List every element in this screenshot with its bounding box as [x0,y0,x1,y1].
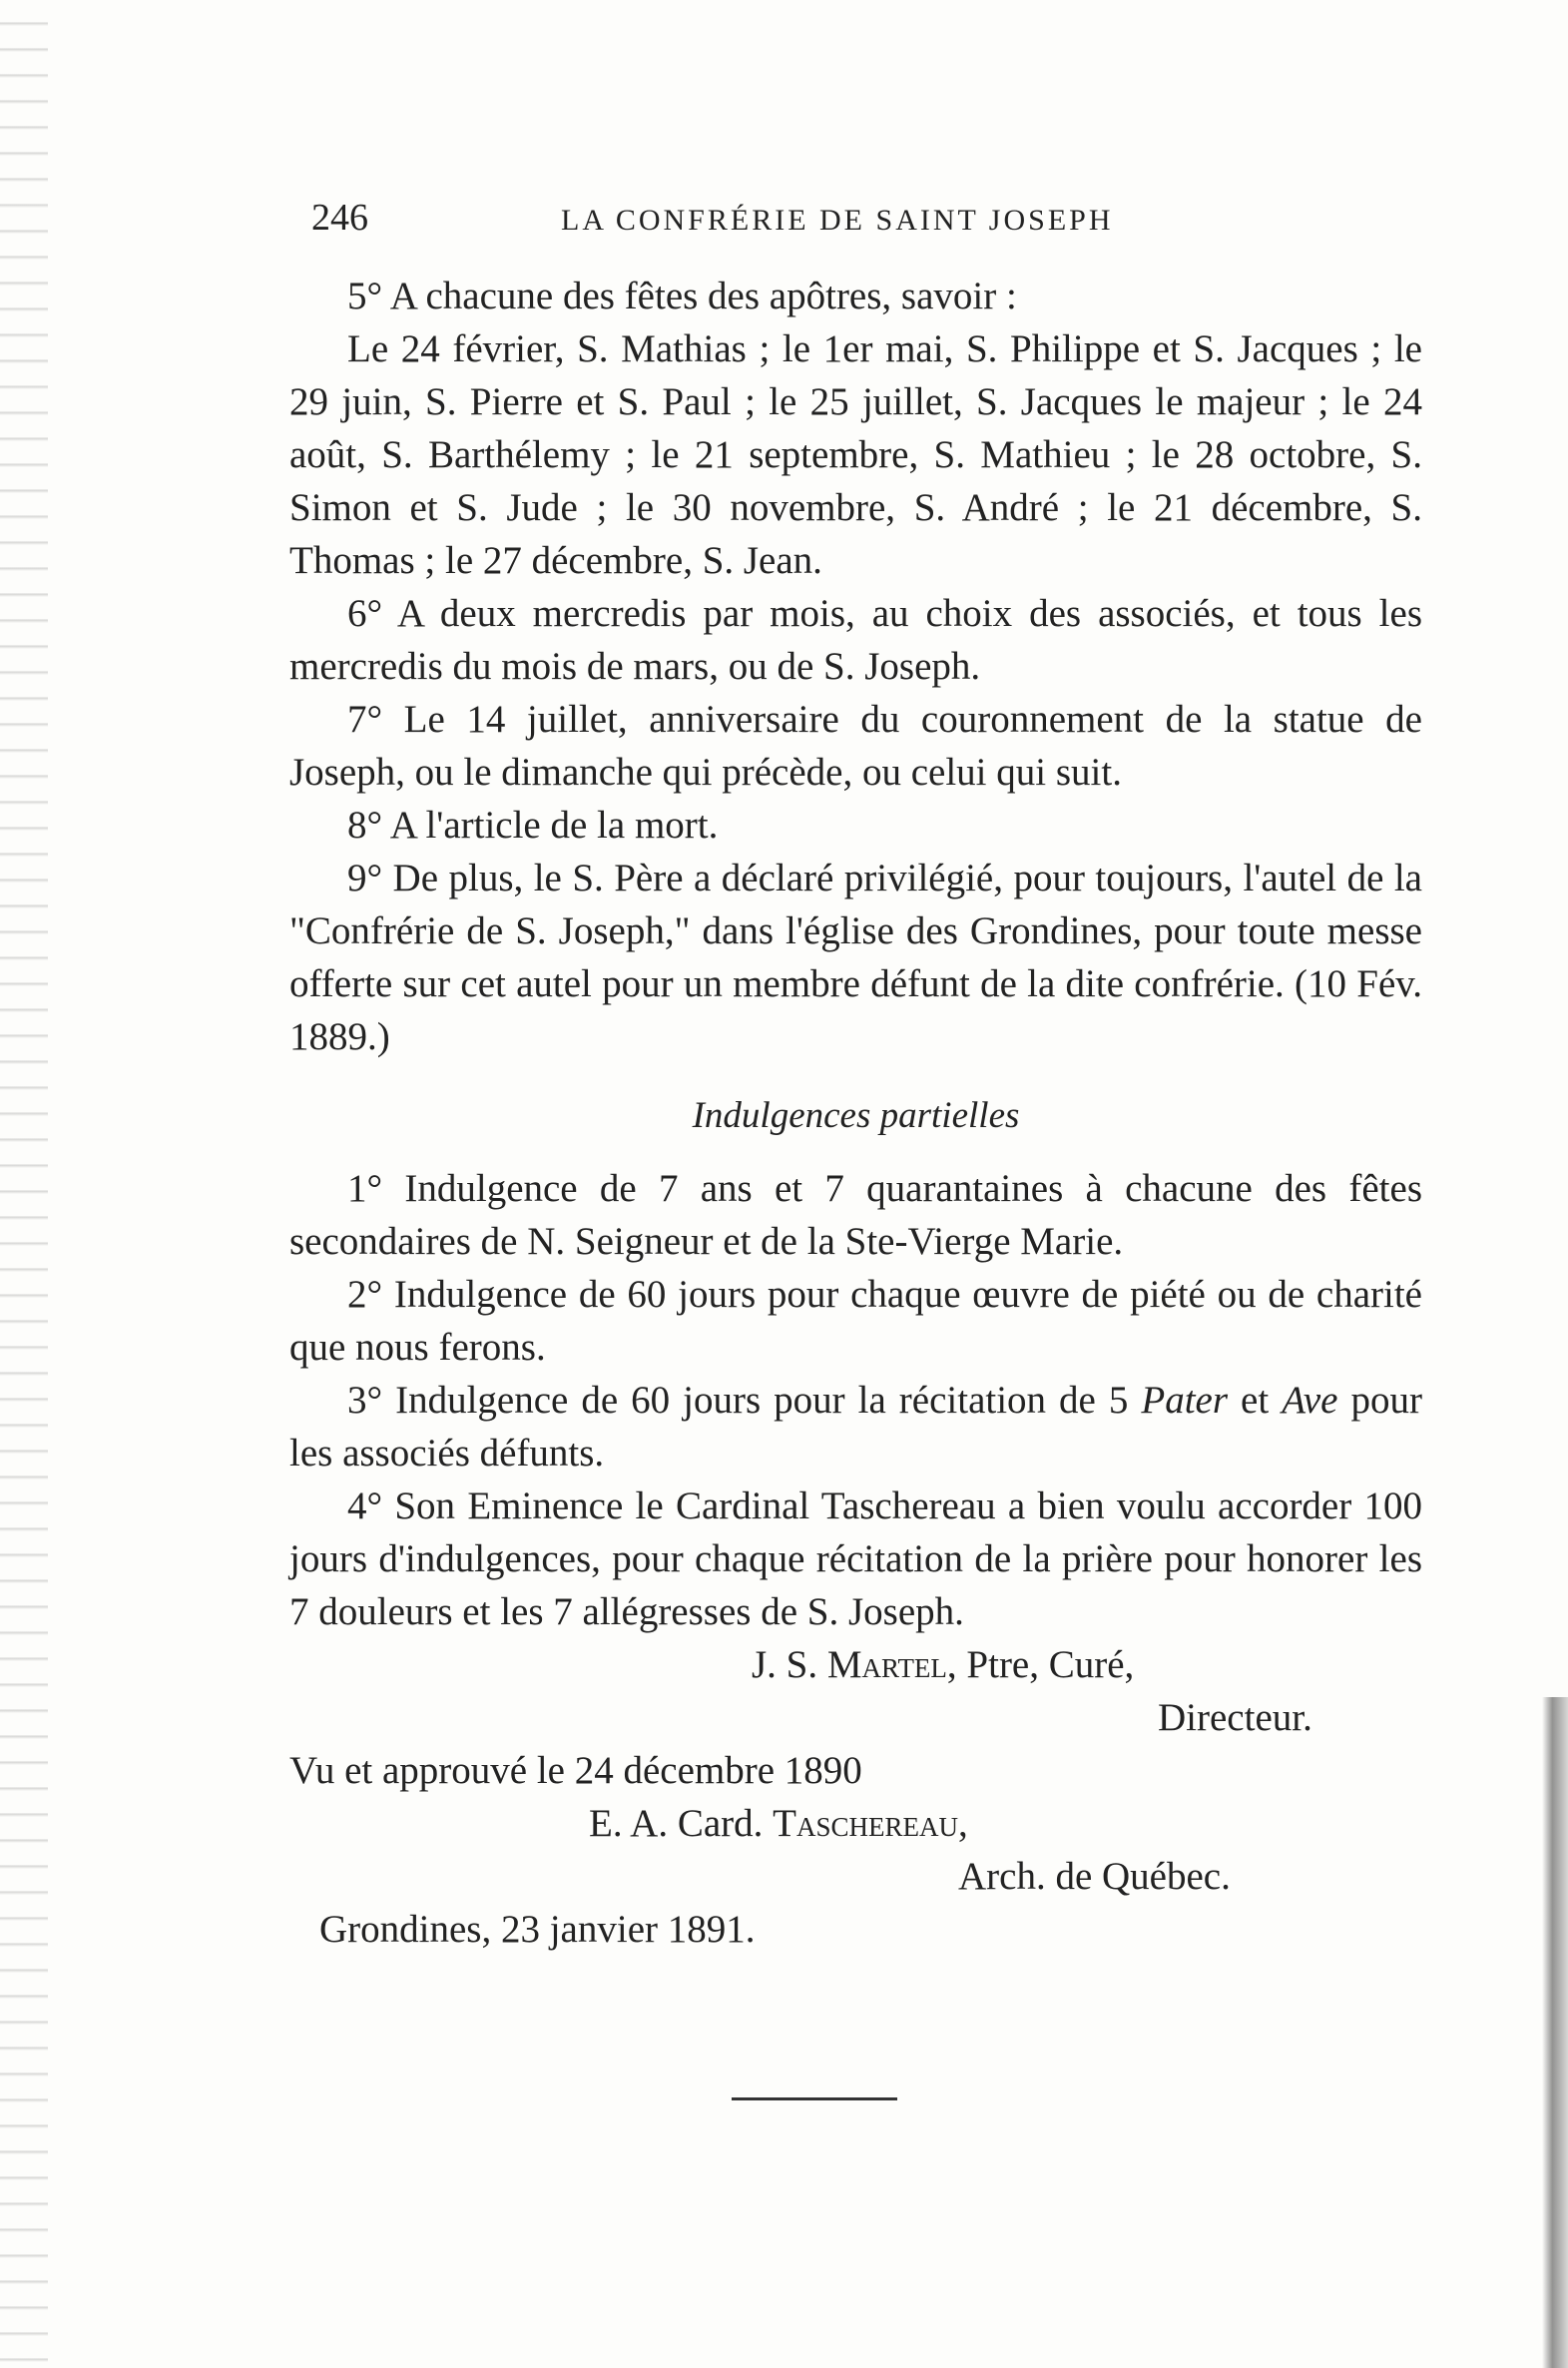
signer2-role: Arch. de Québec. [958,1855,1231,1898]
signer2-name: Taschereau [773,1802,958,1845]
paragraph-7: 7° Le 14 juillet, anniversaire du couronnement de la statue de Joseph, ou le dimanche qui précède, ou celui qui suit. [289,698,1422,794]
signature-taschereau [289,1797,1422,1850]
signer2-title: , [958,1802,968,1845]
partial-item-4: 4° Son Eminence le Cardinal Taschereau a bien voulu accorder 100 jours d'indulgences, pour chaque récitation de la prière pour honorer les 7 douleurs et les 7 allégresses de S. Joseph. [289,1484,1422,1633]
running-title: LA CONFRÉRIE DE SAINT JOSEPH [561,204,1114,237]
partial-item-3-text-before: 3° Indulgence de 60 jours pour la récitation de 5 [347,1379,1142,1422]
section-heading: Indulgences partielles [692,1095,1020,1136]
body-text [289,270,1422,1956]
paragraph-6: 6° A deux mercredis par mois, au choix des associés, et tous les mercredis du mois de mars, ou de S. Joseph. [289,592,1422,688]
signature-martel [289,1638,1422,1691]
scan-edge-right [1542,1697,1568,2368]
signer1-title: , Ptre, Curé, [946,1643,1135,1686]
pater-word: Pater [1141,1379,1229,1422]
closing-rule [732,2097,897,2100]
partial-item-2: 2° Indulgence de 60 jours pour chaque œuvre de piété ou de charité que nous ferons. [289,1273,1422,1369]
paragraph-apostle-feasts: Le 24 février, S. Mathias ; le 1er mai, S. Philippe et S. Jacques ; le 29 juin, S. Pierre et S. Paul ; le 25 juillet, S. Jacques le majeur ; le 24 août, S. Barthélemy ; le 21 septembre, S. Mathieu ; le 28 octobre, S. Simon et S. Jude ; le 30 novembre, S. André ; le 21 décembre, S. Thomas ; le 27 décembre, S. Jean. [289,327,1422,582]
scan-edge-left [0,0,48,2368]
signer2-initials: E. A. Card. [589,1802,774,1845]
signer1-name: Martel [826,1643,947,1686]
paragraph-9: 9° De plus, le S. Père a déclaré privilégié, pour toujours, l'autel de la "Confrérie de S. Joseph," dans l'église des Grondines, pour toute messe offerte sur cet autel pour un membre défunt de la dite confrérie. (10 Fév. 1889.) [289,857,1422,1058]
place-date: Grondines, 23 janvier 1891. [319,1908,756,1951]
partial-item-3-text-middle: et [1228,1379,1283,1422]
signer1-initials: J. S. [752,1643,827,1686]
ave-word: Ave [1282,1379,1338,1422]
paragraph-5: 5° A chacune des fêtes des apôtres, savoir : [347,275,1017,317]
page-number: 246 [311,197,368,239]
signer1-role: Directeur. [1158,1696,1312,1739]
partial-item-3-text-after: pour les associés défunts. [289,1379,1422,1475]
partial-item-3 [289,1374,1422,1480]
page-header [311,190,1409,250]
approval-line: Vu et approuvé le 24 décembre 1890 [289,1749,862,1792]
paragraph-8: 8° A l'article de la mort. [347,804,719,847]
partial-item-1: 1° Indulgence de 7 ans et 7 quarantaines à chacune des fêtes secondaires de N. Seigneur et de la Ste-Vierge Marie. [289,1167,1422,1263]
